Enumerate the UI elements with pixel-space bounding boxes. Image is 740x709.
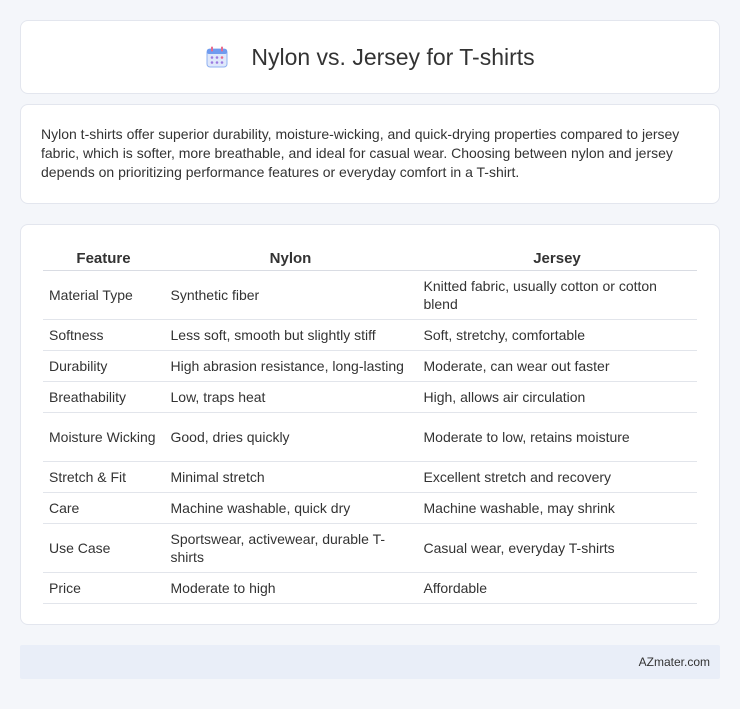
jersey-cell: Casual wear, everyday T-shirts [417,523,697,572]
feature-cell: Care [43,492,164,523]
feature-cell: Breathability [43,381,164,412]
nylon-cell: Moderate to high [164,572,417,603]
header-nylon: Nylon [164,245,417,270]
feature-cell: Use Case [43,523,164,572]
table-row [43,270,697,319]
jersey-cell: Soft, stretchy, comfortable [417,319,697,350]
table-header-row [43,245,697,270]
nylon-cell: Good, dries quickly [164,412,417,461]
table-row [43,381,697,412]
table-row [43,461,697,492]
table-row [43,572,697,603]
nylon-cell: Machine washable, quick dry [164,492,417,523]
comparison-card [20,224,720,625]
jersey-cell: Moderate to low, retains moisture [417,412,697,461]
jersey-cell: Excellent stretch and recovery [417,461,697,492]
footer-brand: AZmater.com [638,655,710,669]
table-row [43,492,697,523]
summary-card [20,104,720,204]
nylon-cell: Synthetic fiber [164,270,417,319]
table-row [43,523,697,572]
feature-cell: Moisture Wicking [43,412,164,461]
jersey-cell: High, allows air circulation [417,381,697,412]
feature-cell: Material Type [43,270,164,319]
page-title: Nylon vs. Jersey for T-shirts [251,43,535,70]
table-row [43,412,697,461]
feature-cell: Stretch & Fit [43,461,164,492]
feature-cell: Price [43,572,164,603]
title-card [20,20,720,94]
jersey-cell: Knitted fabric, usually cotton or cotton blend [417,270,697,319]
header-jersey: Jersey [417,245,697,270]
nylon-cell: Sportswear, activewear, durable T-shirts [164,523,417,572]
table-row [43,350,697,381]
footer-bar [20,645,720,679]
summary-text: Nylon t-shirts offer superior durability, moisture-wicking, and quick-drying properties compared to jersey fabric, which is softer, more breathable, and ideal for casual wear. Choosing between nylon and jersey depends on prioritizing performance features or everyday comfort in a T-shirt. [41,126,680,180]
feature-cell: Softness [43,319,164,350]
header-feature: Feature [43,245,164,270]
jersey-cell: Moderate, can wear out faster [417,350,697,381]
nylon-cell: High abrasion resistance, long-lasting [164,350,417,381]
feature-cell: Durability [43,350,164,381]
nylon-cell: Low, traps heat [164,381,417,412]
nylon-cell: Less soft, smooth but slightly stiff [164,319,417,350]
table-row [43,319,697,350]
nylon-cell: Minimal stretch [164,461,417,492]
jersey-cell: Affordable [417,572,697,603]
calendar-icon [205,45,229,69]
comparison-table [43,245,697,604]
jersey-cell: Machine washable, may shrink [417,492,697,523]
